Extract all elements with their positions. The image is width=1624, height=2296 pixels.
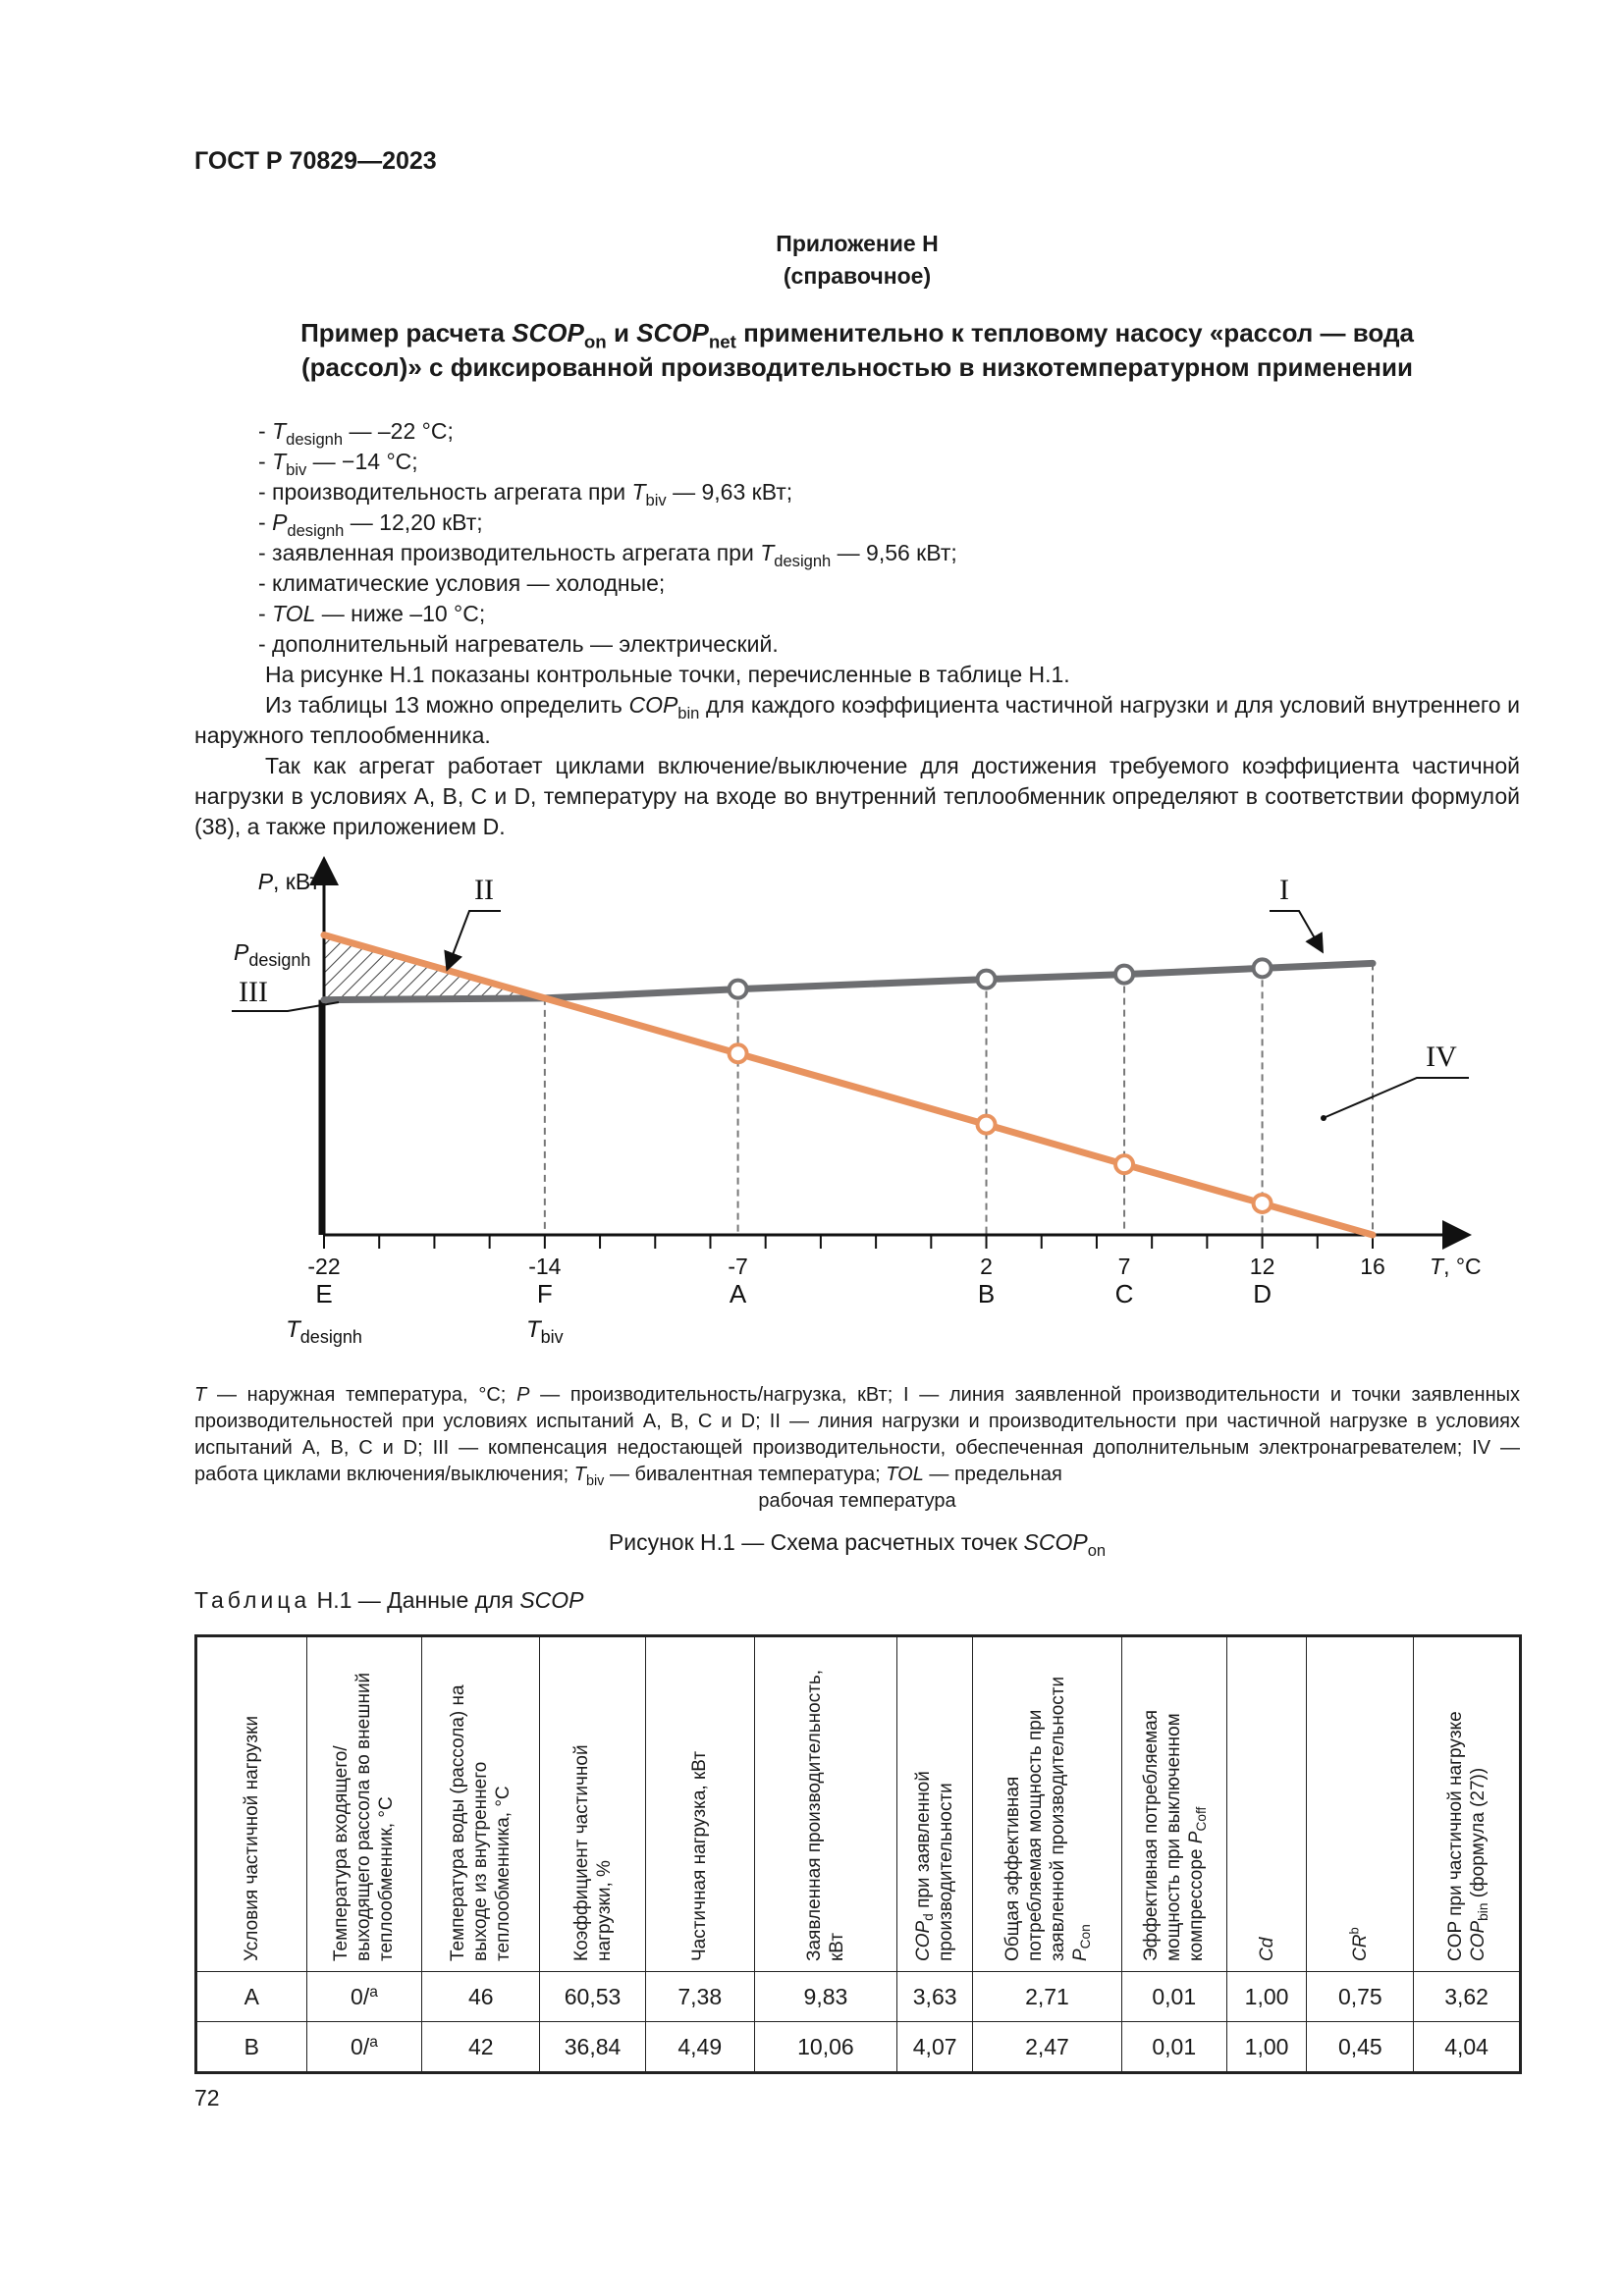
- axis-labels: [234, 869, 1482, 1347]
- table-row: [196, 2022, 1521, 2073]
- temperature-symbol: $T_{designh}$: [286, 1316, 362, 1347]
- header-cell: Температура воды (рассола) на выходе из внутреннего теплообменника, °C: [422, 1636, 540, 1972]
- table-cell: 7,38: [645, 1972, 754, 2022]
- header-cell: COP при частичной нагрузке $COP_{bin}$ (формула (27)): [1414, 1636, 1521, 1972]
- table-cell: B: [196, 2022, 307, 2073]
- list-item: - климатические условия — холодные;: [258, 570, 666, 596]
- point-letter: D: [1253, 1279, 1272, 1308]
- table-cell: 0,45: [1307, 2022, 1414, 2073]
- annotation-II: II: [474, 874, 494, 906]
- table-cell: 3,62: [1414, 1972, 1521, 2022]
- list-item: - $T_{designh}$ — –22 °C;: [258, 418, 454, 449]
- axes: [321, 862, 1466, 1249]
- table-cell: 0/$^a$: [306, 2022, 422, 2073]
- table-cell: 1,00: [1226, 2022, 1307, 2073]
- list-item: - дополнительный нагреватель — электрический.: [258, 631, 779, 657]
- pdesign-label: $P_{designh}$: [234, 939, 311, 970]
- leader-I: [1270, 911, 1322, 950]
- title-sub: net: [708, 331, 736, 352]
- paragraph-cop: Из таблицы 13 можно определить $COP_{bin}$ для каждого коэффициента частичной нагрузки и для условий внутреннего и наружного теплообменника.: [194, 692, 1520, 748]
- list-item: - заявленная производительность агрегата при $T_{designh}$ — 9,56 кВт;: [258, 540, 957, 570]
- paragraph-cycling: Так как агрегат работает циклами включение/выключение для достижения требуемого коэффициента частичной нагрузки в условиях A, B, C и D, температуру на входе во внутренний теплообменник определяют в соответствии формулой (38), а также приложением D.: [194, 753, 1520, 839]
- table-cell: 9,83: [754, 1972, 897, 2022]
- table-row: [196, 1972, 1521, 2022]
- table-cell: 10,06: [754, 2022, 897, 2073]
- header-cell: Общая эффективная потребляемая мощность при заявленной производительности $P_{Con}$: [973, 1636, 1122, 1972]
- header-cell: $COP_d$ при заявленной производительности: [897, 1636, 973, 1972]
- tick-label: 7: [1117, 1254, 1131, 1279]
- figure-caption: Рисунок Н.1 — Схема расчетных точек $SCOP_{on}$: [608, 1529, 1107, 1560]
- table-cell: 0,75: [1307, 1972, 1414, 2022]
- table-header-row: [196, 1636, 1521, 1972]
- appendix-heading: [194, 228, 1520, 293]
- list-item: - производительность агрегата при $T_{biv}$ — 9,63 кВт;: [258, 479, 793, 509]
- running-header: ГОСТ Р 70829—2023: [194, 147, 437, 175]
- figure-legend: T — наружная температура, °C; P — производительность/нагрузка, кВт; I — линия заявленной производительности и точки заявленных производительностей при условиях испытаний A, B, C и D; II — линия нагрузки и производительности при частичной нагрузке в условиях испытаний A, B, C и D; III — компенсация недостающей производительности, обеспеченная дополнительным электронагревателем; IV — работа циклами включения/выключения; $T_{biv}$ — бивалентная температура; TOL — предельная рабочая температура: [194, 1384, 1521, 1512]
- series-line-II: [324, 935, 1373, 1235]
- tick-label: 2: [980, 1254, 993, 1279]
- annotation-IV: IV: [1426, 1041, 1457, 1073]
- tick-label: -7: [728, 1254, 748, 1279]
- header-cell: Условия частичной нагрузки: [196, 1636, 307, 1972]
- header-cell: $CR^b$: [1307, 1636, 1414, 1972]
- point-letter: E: [315, 1279, 333, 1308]
- table-cell: 0,01: [1121, 1972, 1226, 2022]
- title-text: Пример расчета: [300, 318, 513, 347]
- table-cell: A: [196, 1972, 307, 2022]
- table-cell: 4,07: [897, 2022, 973, 2073]
- point-letter: A: [729, 1279, 747, 1308]
- header-cell: Температура входящего/ выходящего рассола во внешний теплообменник, °C: [306, 1636, 422, 1972]
- title-var: SCOP: [636, 318, 709, 347]
- scop-calculation-chart: [194, 852, 1520, 1362]
- appendix-label: Приложение Н: [776, 231, 939, 256]
- paragraph-figure-ref: На рисунке Н.1 показаны контрольные точки, перечисленные в таблице Н.1.: [265, 662, 1070, 687]
- table-cell: 0,01: [1121, 2022, 1226, 2073]
- marker-I--7: [730, 981, 747, 998]
- table-cell: 4,04: [1414, 2022, 1521, 2073]
- table-cell: 0/$^a$: [306, 1972, 422, 2022]
- dashed-guides: [545, 963, 1373, 1235]
- marker-I-12: [1254, 959, 1272, 977]
- tick-label: 12: [1249, 1254, 1275, 1279]
- appendix-type: (справочное): [783, 263, 932, 289]
- tick-label: -22: [307, 1254, 341, 1279]
- series-lines: [324, 935, 1373, 1235]
- list-item: - TOL — ниже –10 °C;: [258, 601, 486, 626]
- y-axis-label: P, кВт: [257, 869, 320, 894]
- table-cell: 3,63: [897, 1972, 973, 2022]
- list-item: - $T_{biv}$ — −14 °C;: [258, 449, 418, 479]
- header-cell: Эффективная потребляемая мощность при выключенном компрессоре $P_{Coff}$: [1121, 1636, 1226, 1972]
- table-cell: 46: [422, 1972, 540, 2022]
- leader-IV: [1326, 1078, 1469, 1117]
- tick-label: 16: [1360, 1254, 1385, 1279]
- list-item: - $P_{designh}$ — 12,20 кВт;: [258, 509, 483, 540]
- table-cell: 2,47: [973, 2022, 1122, 2073]
- parameter-list: [258, 416, 957, 660]
- marker-II-7: [1115, 1155, 1133, 1173]
- leader-IV-dot: [1321, 1115, 1326, 1121]
- header-cell: Частичная нагрузка, кВт: [645, 1636, 754, 1972]
- title-sub: on: [583, 331, 607, 352]
- series-markers: [730, 959, 1272, 1212]
- table-cell: 60,53: [540, 1972, 646, 2022]
- title-text: и: [606, 318, 637, 347]
- header-cell: Cd: [1226, 1636, 1307, 1972]
- table-cell: 4,49: [645, 2022, 754, 2073]
- annotation-III: III: [239, 976, 268, 1008]
- title-line2: (рассол)» с фиксированной производительностью в низкотемпературном применении: [301, 352, 1413, 382]
- title-var: SCOP: [512, 318, 584, 347]
- table-caption: Таблица Н.1 — Данные для SCOP: [194, 1587, 584, 1613]
- marker-I-2: [978, 971, 996, 988]
- marker-II--7: [730, 1044, 747, 1062]
- point-letter: F: [536, 1279, 553, 1308]
- scop-data-table: [194, 1634, 1522, 2074]
- title-text: применительно к тепловому насосу «рассол — вода: [735, 318, 1414, 347]
- table-cell: 42: [422, 2022, 540, 2073]
- point-letter: B: [977, 1279, 996, 1308]
- appendix-title: [194, 316, 1520, 385]
- tick-label: -14: [528, 1254, 562, 1279]
- x-axis-label: T, °C: [1430, 1254, 1482, 1279]
- header-cell: Заявленная производительность, кВт: [754, 1636, 897, 1972]
- table-cell: 1,00: [1226, 1972, 1307, 2022]
- table-cell: 2,71: [973, 1972, 1122, 2022]
- temperature-symbol: $T_{biv}$: [525, 1316, 564, 1347]
- header-cell: Коэффициент частичной нагрузки, %: [540, 1636, 646, 1972]
- leader-II: [448, 911, 501, 968]
- table-cell: 36,84: [540, 2022, 646, 2073]
- marker-I-7: [1115, 966, 1133, 984]
- point-letter: C: [1114, 1279, 1134, 1308]
- marker-II-12: [1254, 1195, 1272, 1212]
- marker-II-2: [978, 1116, 996, 1134]
- page-number: 72: [194, 2085, 220, 2110]
- annotation-I: I: [1279, 874, 1289, 906]
